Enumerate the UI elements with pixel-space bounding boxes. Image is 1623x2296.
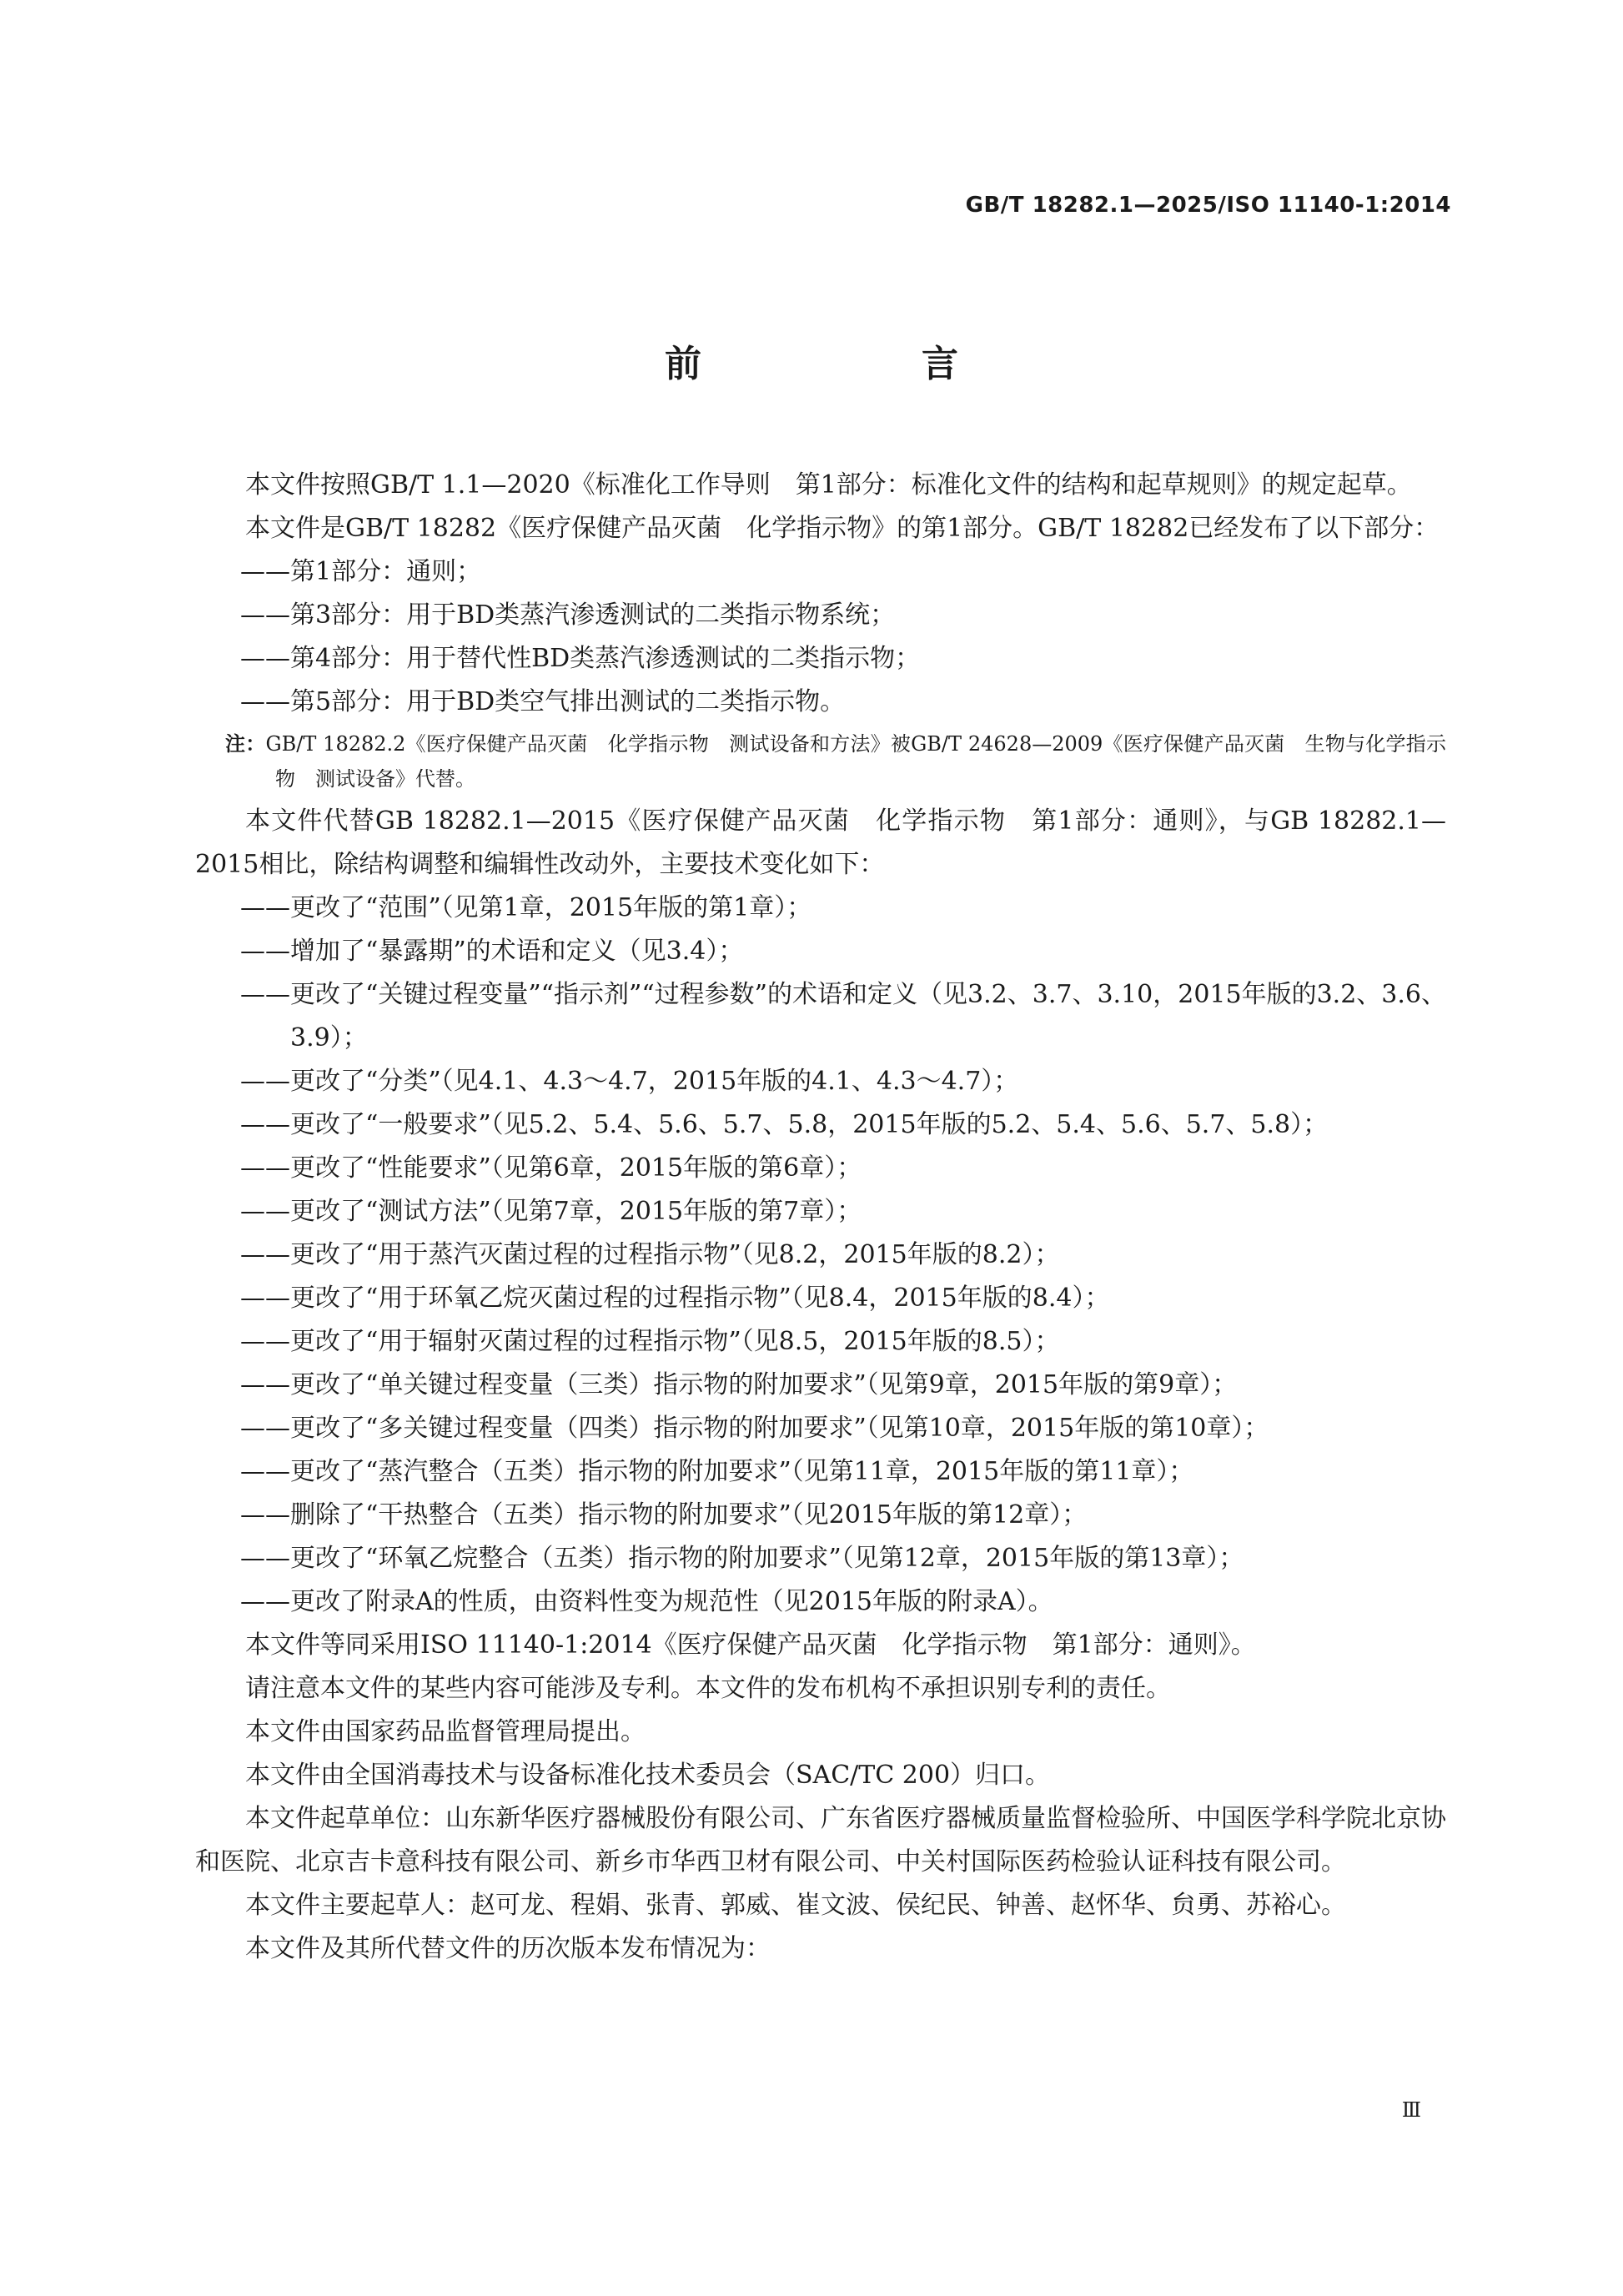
drafting-rule-paragraph: 本文件按照GB/T 1.1—2020《标准化工作导则 第1部分：标准化文件的结构和起草规则》的规定起草。 (245, 470, 1412, 500)
drafters-paragraph: 本文件主要起草人：赵可龙、程娟、张青、郭威、崔文波、侯纪民、钟善、赵怀华、贠勇、苏裕心。 (245, 1891, 1346, 1920)
patent-notice-paragraph: 请注意本文件的某些内容可能涉及专利。本文件的发布机构不承担识别专利的责任。 (245, 1674, 1171, 1703)
change-list-item: ——更改了“环氧乙烷整合（五类）指示物的附加要求”（见第12章，2015年版的第13章）； (240, 1544, 1244, 1573)
part-list-item: ——第5部分：用于BD类空气排出测试的二类指示物。 (240, 687, 846, 716)
adoption-paragraph: 本文件等同采用ISO 11140-1:2014《医疗保健产品灭菌 化学指示物 第1部分：通则》。 (245, 1630, 1256, 1660)
note-text: GB/T 18282.2《医疗保健产品灭菌 化学指示物 测试设备和方法》被GB/T 24628—2009《医疗保健产品灭菌 生物与化学指示物 测试设备》代替。 (265, 732, 1446, 791)
change-list-item: ——更改了“多关键过程变量（四类）指示物的附加要求”（见第10章，2015年版的第10章）； (240, 1414, 1269, 1443)
drafting-units-paragraph: 本文件起草单位：山东新华医疗器械股份有限公司、广东省医疗器械质量监督检验所、中国医学科学院北京协和医院、北京吉卡意科技有限公司、新乡市华西卫材有限公司、中关村国际医药检验认证科技有限公司。 (195, 1804, 1446, 1876)
proposer-paragraph: 本文件由国家药品监督管理局提出。 (245, 1717, 646, 1746)
change-list-item: ——更改了“范围”（见第1章，2015年版的第1章）； (240, 893, 812, 922)
part-list-item: ——第4部分：用于替代性BD类蒸汽渗透测试的二类指示物； (240, 644, 921, 673)
change-list-item: ——更改了附录A的性质，由资料性变为规范性（见2015年版的附录A）。 (240, 1587, 1053, 1616)
change-list-item: ——更改了“用于环氧乙烷灭菌过程的过程指示物”（见8.4，2015年版的8.4）； (240, 1284, 1110, 1313)
change-list-item: ——增加了“暴露期”的术语和定义（见3.4）； (240, 937, 744, 966)
change-list-item: ——更改了“用于蒸汽灭菌过程的过程指示物”（见8.2，2015年版的8.2）； (240, 1240, 1060, 1269)
document-body (195, 464, 1446, 1971)
note (195, 726, 1446, 796)
change-list-item: ——更改了“单关键过程变量（三类）指示物的附加要求”（见第9章，2015年版的第9章）； (240, 1370, 1238, 1399)
part-list-item: ——第3部分：用于BD类蒸汽渗透测试的二类指示物系统； (240, 600, 896, 630)
change-list-item: ——更改了“性能要求”（见第6章，2015年版的第6章）； (240, 1153, 862, 1183)
committee-paragraph: 本文件由全国消毒技术与设备标准化技术委员会（SAC/TC 200）归口。 (245, 1761, 1051, 1790)
change-list-item: ——删除了“干热整合（五类）指示物的附加要求”（见2015年版的第12章）； (240, 1500, 1088, 1530)
change-list-item: ——更改了“关键过程变量”“指示剂”“过程参数”的术语和定义（见3.2、3.7、3.10，2015年版的3.2、3.6、3.9）； (240, 980, 1447, 1053)
replacement-paragraph: 本文件代替GB 18282.1—2015《医疗保健产品灭菌 化学指示物 第1部分：通则》，与GB 18282.1—2015相比，除结构调整和编辑性改动外，主要技术变化如下： (195, 806, 1446, 879)
change-list-item: ——更改了“分类”（见4.1、4.3～4.7，2015年版的4.1、4.3～4.7）； (240, 1067, 1019, 1096)
page-number: Ⅲ (1401, 2098, 1421, 2122)
part-list-item: ——第1部分：通则； (240, 557, 482, 586)
version-history-paragraph: 本文件及其所代替文件的历次版本发布情况为： (245, 1934, 771, 1963)
change-list-item: ——更改了“测试方法”（见第7章，2015年版的第7章）； (240, 1197, 862, 1226)
series-intro-paragraph: 本文件是GB/T 18282《医疗保健产品灭菌 化学指示物》的第1部分。GB/T 18282已经发布了以下部分： (245, 514, 1440, 543)
standard-code: GB/T 18282.1—2025/ISO 11140-1:2014 (965, 193, 1451, 218)
page-title: 前 言 (665, 343, 1050, 385)
change-list-item: ——更改了“用于辐射灭菌过程的过程指示物”（见8.5，2015年版的8.5）； (240, 1327, 1060, 1356)
change-list-item: ——更改了“蒸汽整合（五类）指示物的附加要求”（见第11章，2015年版的第11章）； (240, 1457, 1194, 1486)
change-list-item: ——更改了“一般要求”（见5.2、5.4、5.6、5.7、5.8，2015年版的5.2、5.4、5.6、5.7、5.8）； (240, 1110, 1329, 1139)
note-label: 注： (225, 732, 266, 756)
